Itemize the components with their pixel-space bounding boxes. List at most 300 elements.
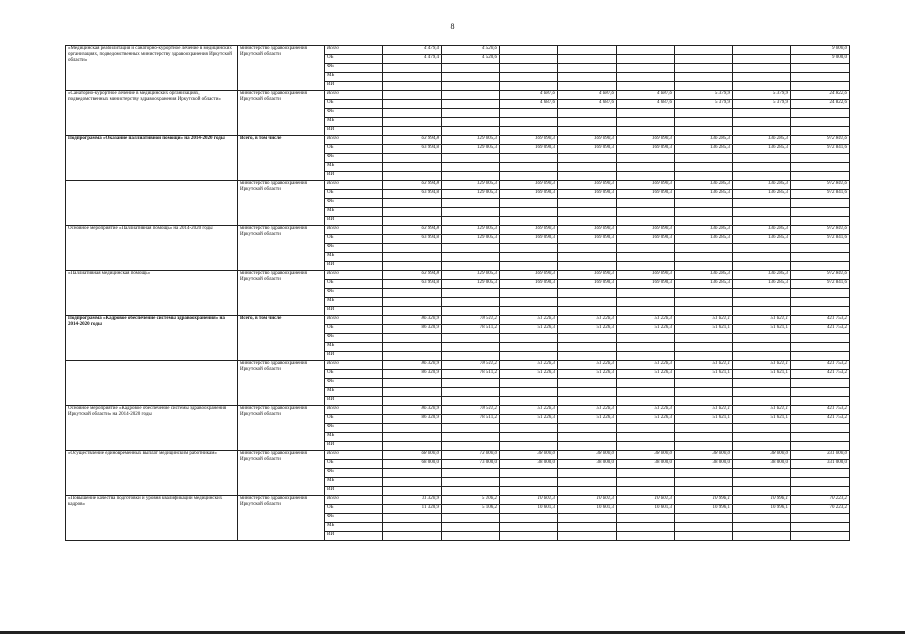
amount-cell: 169 090,3 bbox=[558, 145, 617, 154]
amount-cell: 136 285,3 bbox=[733, 145, 791, 154]
amount-cell bbox=[442, 82, 500, 91]
amount-cell bbox=[500, 199, 558, 208]
amount-cell bbox=[733, 307, 791, 316]
amount-cell bbox=[617, 46, 675, 55]
amount-cell bbox=[675, 424, 733, 433]
amount-cell: 972 841,6 bbox=[791, 136, 850, 145]
amount-cell bbox=[617, 55, 675, 64]
amount-cell bbox=[383, 424, 442, 433]
measure-name-cell: «Повышение качества подготовки и уровня квалификации медицинских кадров» bbox=[66, 496, 238, 541]
amount-cell bbox=[383, 73, 442, 82]
amount-cell: 129 005,3 bbox=[442, 235, 500, 244]
amount-cell bbox=[442, 199, 500, 208]
funding-source-cell: МБ bbox=[325, 253, 383, 262]
amount-cell bbox=[791, 334, 850, 343]
amount-cell: 129 005,3 bbox=[442, 181, 500, 190]
amount-cell bbox=[500, 163, 558, 172]
amount-cell bbox=[383, 289, 442, 298]
amount-cell bbox=[733, 127, 791, 136]
amount-cell bbox=[383, 334, 442, 343]
amount-cell bbox=[617, 118, 675, 127]
amount-cell bbox=[558, 487, 617, 496]
amount-cell bbox=[383, 523, 442, 532]
amount-cell: 169 090,3 bbox=[558, 271, 617, 280]
amount-cell: 10 601,3 bbox=[558, 496, 617, 505]
amount-cell bbox=[442, 397, 500, 406]
amount-cell bbox=[617, 199, 675, 208]
amount-cell: 38 000,0 bbox=[500, 451, 558, 460]
responsible-cell: Всего, в том числе bbox=[238, 316, 325, 361]
table-row bbox=[66, 181, 850, 190]
amount-cell bbox=[558, 46, 617, 55]
amount-cell bbox=[500, 118, 558, 127]
responsible-cell: министерство здравоохранения Иркутской области bbox=[238, 451, 325, 496]
responsible-cell: министерство здравоохранения Иркутской области bbox=[238, 91, 325, 136]
amount-cell: 51 621,1 bbox=[675, 370, 733, 379]
funding-source-cell: ИИ bbox=[325, 352, 383, 361]
amount-cell bbox=[383, 172, 442, 181]
amount-cell bbox=[617, 469, 675, 478]
amount-cell bbox=[617, 127, 675, 136]
amount-cell: 38 000,0 bbox=[675, 460, 733, 469]
amount-cell bbox=[617, 343, 675, 352]
amount-cell bbox=[791, 253, 850, 262]
amount-cell: 421 753,2 bbox=[791, 361, 850, 370]
amount-cell bbox=[500, 64, 558, 73]
amount-cell bbox=[442, 127, 500, 136]
amount-cell bbox=[558, 154, 617, 163]
amount-cell bbox=[617, 262, 675, 271]
amount-cell: 421 753,2 bbox=[791, 415, 850, 424]
amount-cell bbox=[617, 523, 675, 532]
responsible-cell: Всего, в том числе bbox=[238, 136, 325, 181]
amount-cell bbox=[733, 154, 791, 163]
amount-cell: 421 753,2 bbox=[791, 325, 850, 334]
funding-source-cell: ОБ bbox=[325, 190, 383, 199]
amount-cell: 51 226,3 bbox=[558, 325, 617, 334]
amount-cell: 63 994,8 bbox=[383, 271, 442, 280]
amount-cell: 4 687,6 bbox=[617, 91, 675, 100]
funding-source-cell: МБ bbox=[325, 388, 383, 397]
amount-cell bbox=[558, 127, 617, 136]
amount-cell bbox=[442, 478, 500, 487]
amount-cell bbox=[617, 379, 675, 388]
funding-source-cell: Всего bbox=[325, 406, 383, 415]
funding-source-cell: ОБ bbox=[325, 325, 383, 334]
amount-cell: 63 994,8 bbox=[383, 181, 442, 190]
amount-cell bbox=[791, 532, 850, 541]
amount-cell bbox=[791, 424, 850, 433]
amount-cell bbox=[675, 208, 733, 217]
responsible-cell: министерство здравоохранения Иркутской области bbox=[238, 271, 325, 316]
table-row bbox=[66, 361, 850, 370]
amount-cell bbox=[558, 352, 617, 361]
amount-cell bbox=[383, 532, 442, 541]
amount-cell bbox=[442, 208, 500, 217]
page-number: 8 bbox=[450, 22, 455, 31]
funding-source-cell: ФБ bbox=[325, 64, 383, 73]
amount-cell bbox=[791, 487, 850, 496]
amount-cell: 972 841,6 bbox=[791, 190, 850, 199]
amount-cell bbox=[791, 262, 850, 271]
amount-cell bbox=[675, 118, 733, 127]
amount-cell bbox=[500, 172, 558, 181]
amount-cell bbox=[733, 298, 791, 307]
amount-cell: 78 511,2 bbox=[442, 415, 500, 424]
amount-cell: 169 090,3 bbox=[617, 235, 675, 244]
amount-cell bbox=[558, 442, 617, 451]
amount-cell bbox=[791, 514, 850, 523]
amount-cell bbox=[500, 208, 558, 217]
amount-cell bbox=[675, 442, 733, 451]
amount-cell: 10 601,3 bbox=[500, 505, 558, 514]
funding-source-cell: МБ bbox=[325, 73, 383, 82]
amount-cell bbox=[733, 379, 791, 388]
amount-cell: 169 090,3 bbox=[617, 271, 675, 280]
amount-cell bbox=[558, 109, 617, 118]
amount-cell bbox=[383, 82, 442, 91]
amount-cell bbox=[733, 172, 791, 181]
amount-cell bbox=[617, 442, 675, 451]
amount-cell: 63 994,8 bbox=[383, 235, 442, 244]
amount-cell: 169 090,3 bbox=[500, 235, 558, 244]
amount-cell bbox=[733, 532, 791, 541]
amount-cell: 169 090,3 bbox=[500, 280, 558, 289]
measure-name-cell: Подпрограмма «Оказание паллиативной помощи» на 2014-2020 годы bbox=[66, 136, 238, 181]
amount-cell bbox=[617, 424, 675, 433]
amount-cell: 5 106,2 bbox=[442, 496, 500, 505]
amount-cell bbox=[791, 469, 850, 478]
amount-cell: 51 621,1 bbox=[675, 325, 733, 334]
amount-cell bbox=[675, 154, 733, 163]
amount-cell bbox=[675, 199, 733, 208]
funding-source-cell: ФБ bbox=[325, 469, 383, 478]
amount-cell bbox=[500, 244, 558, 253]
amount-cell bbox=[500, 352, 558, 361]
funding-source-cell: Всего bbox=[325, 316, 383, 325]
amount-cell: 169 090,3 bbox=[617, 280, 675, 289]
table-row bbox=[66, 406, 850, 415]
amount-cell: 169 090,3 bbox=[558, 136, 617, 145]
amount-cell bbox=[558, 307, 617, 316]
amount-cell: 4 520,6 bbox=[442, 46, 500, 55]
amount-cell bbox=[733, 46, 791, 55]
funding-source-cell: ОБ bbox=[325, 100, 383, 109]
amount-cell bbox=[558, 532, 617, 541]
funding-source-cell: ОБ bbox=[325, 280, 383, 289]
amount-cell bbox=[442, 91, 500, 100]
amount-cell bbox=[791, 397, 850, 406]
amount-cell: 10 601,3 bbox=[500, 496, 558, 505]
amount-cell: 169 090,3 bbox=[558, 226, 617, 235]
amount-cell bbox=[733, 217, 791, 226]
amount-cell: 86 320,9 bbox=[383, 325, 442, 334]
amount-cell bbox=[383, 91, 442, 100]
table-row bbox=[66, 271, 850, 280]
amount-cell bbox=[617, 154, 675, 163]
amount-cell: 86 320,9 bbox=[383, 316, 442, 325]
amount-cell bbox=[500, 424, 558, 433]
funding-source-cell: ОБ bbox=[325, 505, 383, 514]
funding-source-cell: ФБ bbox=[325, 379, 383, 388]
amount-cell bbox=[617, 307, 675, 316]
funding-source-cell: ОБ bbox=[325, 55, 383, 64]
amount-cell bbox=[617, 82, 675, 91]
amount-cell: 136 285,3 bbox=[675, 181, 733, 190]
funding-source-cell: МБ bbox=[325, 523, 383, 532]
amount-cell bbox=[558, 289, 617, 298]
amount-cell bbox=[383, 352, 442, 361]
amount-cell bbox=[675, 478, 733, 487]
responsible-cell: министерство здравоохранения Иркутской области bbox=[238, 361, 325, 406]
amount-cell: 51 226,3 bbox=[558, 316, 617, 325]
amount-cell bbox=[442, 523, 500, 532]
amount-cell: 38 000,0 bbox=[558, 460, 617, 469]
amount-cell: 421 753,2 bbox=[791, 316, 850, 325]
amount-cell bbox=[617, 298, 675, 307]
amount-cell bbox=[442, 433, 500, 442]
amount-cell bbox=[733, 55, 791, 64]
amount-cell bbox=[675, 397, 733, 406]
amount-cell bbox=[791, 388, 850, 397]
amount-cell bbox=[675, 433, 733, 442]
amount-cell: 331 000,0 bbox=[791, 451, 850, 460]
amount-cell bbox=[617, 352, 675, 361]
amount-cell bbox=[442, 73, 500, 82]
amount-cell bbox=[675, 172, 733, 181]
amount-cell bbox=[675, 244, 733, 253]
funding-source-cell: Всего bbox=[325, 226, 383, 235]
amount-cell bbox=[500, 307, 558, 316]
funding-source-cell: ИИ bbox=[325, 307, 383, 316]
amount-cell bbox=[675, 46, 733, 55]
table-row bbox=[66, 46, 850, 55]
amount-cell bbox=[791, 307, 850, 316]
amount-cell bbox=[500, 55, 558, 64]
amount-cell bbox=[617, 487, 675, 496]
amount-cell bbox=[500, 262, 558, 271]
amount-cell: 51 621,1 bbox=[733, 370, 791, 379]
amount-cell bbox=[383, 109, 442, 118]
amount-cell: 136 285,3 bbox=[733, 280, 791, 289]
amount-cell bbox=[383, 199, 442, 208]
amount-cell: 10 996,1 bbox=[733, 496, 791, 505]
amount-cell bbox=[733, 289, 791, 298]
amount-cell: 38 000,0 bbox=[617, 460, 675, 469]
amount-cell bbox=[733, 262, 791, 271]
amount-cell bbox=[791, 199, 850, 208]
amount-cell bbox=[733, 442, 791, 451]
amount-cell bbox=[558, 424, 617, 433]
amount-cell: 78 511,2 bbox=[442, 370, 500, 379]
amount-cell bbox=[500, 523, 558, 532]
amount-cell: 51 621,1 bbox=[675, 361, 733, 370]
funding-source-cell: ОБ bbox=[325, 415, 383, 424]
amount-cell bbox=[558, 298, 617, 307]
amount-cell bbox=[383, 487, 442, 496]
amount-cell bbox=[383, 379, 442, 388]
amount-cell bbox=[675, 262, 733, 271]
amount-cell: 51 226,3 bbox=[558, 370, 617, 379]
amount-cell bbox=[733, 73, 791, 82]
amount-cell: 86 320,9 bbox=[383, 370, 442, 379]
amount-cell bbox=[675, 82, 733, 91]
funding-source-cell: ФБ bbox=[325, 424, 383, 433]
amount-cell: 169 090,3 bbox=[617, 226, 675, 235]
amount-cell: 129 005,3 bbox=[442, 190, 500, 199]
funding-source-cell: Всего bbox=[325, 496, 383, 505]
amount-cell bbox=[442, 109, 500, 118]
amount-cell: 4 687,6 bbox=[500, 100, 558, 109]
amount-cell bbox=[500, 343, 558, 352]
amount-cell bbox=[383, 64, 442, 73]
amount-cell bbox=[675, 298, 733, 307]
amount-cell bbox=[675, 127, 733, 136]
amount-cell bbox=[617, 172, 675, 181]
amount-cell bbox=[733, 343, 791, 352]
amount-cell bbox=[500, 433, 558, 442]
amount-cell: 4 687,6 bbox=[617, 100, 675, 109]
amount-cell: 5 379,9 bbox=[733, 91, 791, 100]
amount-cell bbox=[675, 343, 733, 352]
amount-cell bbox=[558, 433, 617, 442]
amount-cell: 972 841,6 bbox=[791, 181, 850, 190]
amount-cell bbox=[675, 532, 733, 541]
amount-cell: 78 511,2 bbox=[442, 406, 500, 415]
amount-cell bbox=[500, 46, 558, 55]
amount-cell bbox=[675, 64, 733, 73]
amount-cell bbox=[558, 199, 617, 208]
amount-cell bbox=[675, 379, 733, 388]
amount-cell bbox=[733, 433, 791, 442]
funding-source-cell: ИИ bbox=[325, 217, 383, 226]
amount-cell bbox=[442, 379, 500, 388]
amount-cell bbox=[383, 469, 442, 478]
amount-cell bbox=[500, 334, 558, 343]
funding-source-cell: МБ bbox=[325, 208, 383, 217]
amount-cell: 11 320,9 bbox=[383, 496, 442, 505]
funding-source-cell: ФБ bbox=[325, 334, 383, 343]
amount-cell bbox=[617, 253, 675, 262]
amount-cell bbox=[500, 397, 558, 406]
amount-cell bbox=[733, 118, 791, 127]
amount-cell bbox=[558, 523, 617, 532]
amount-cell: 63 994,8 bbox=[383, 280, 442, 289]
amount-cell bbox=[383, 208, 442, 217]
amount-cell bbox=[733, 163, 791, 172]
amount-cell bbox=[791, 163, 850, 172]
amount-cell: 421 753,2 bbox=[791, 370, 850, 379]
amount-cell bbox=[500, 514, 558, 523]
amount-cell bbox=[442, 154, 500, 163]
amount-cell bbox=[675, 217, 733, 226]
amount-cell bbox=[791, 118, 850, 127]
amount-cell: 51 621,1 bbox=[675, 316, 733, 325]
amount-cell bbox=[442, 424, 500, 433]
amount-cell bbox=[675, 253, 733, 262]
amount-cell bbox=[442, 217, 500, 226]
amount-cell bbox=[500, 217, 558, 226]
amount-cell bbox=[675, 73, 733, 82]
amount-cell: 51 226,3 bbox=[617, 325, 675, 334]
funding-source-cell: ИИ bbox=[325, 397, 383, 406]
table-row bbox=[66, 316, 850, 325]
funding-source-cell: ФБ bbox=[325, 199, 383, 208]
amount-cell: 24 822,6 bbox=[791, 91, 850, 100]
amount-cell: 972 841,6 bbox=[791, 235, 850, 244]
amount-cell bbox=[500, 469, 558, 478]
amount-cell bbox=[791, 478, 850, 487]
amount-cell: 136 285,3 bbox=[675, 136, 733, 145]
amount-cell bbox=[383, 127, 442, 136]
amount-cell bbox=[558, 514, 617, 523]
amount-cell bbox=[791, 289, 850, 298]
amount-cell bbox=[558, 217, 617, 226]
amount-cell bbox=[500, 154, 558, 163]
amount-cell bbox=[675, 469, 733, 478]
amount-cell bbox=[733, 523, 791, 532]
amount-cell bbox=[442, 352, 500, 361]
amount-cell: 169 090,3 bbox=[500, 136, 558, 145]
measure-name-cell: Подпрограмма «Кадровое обеспечение системы здравоохранения» на 2014-2020 годы bbox=[66, 316, 238, 361]
amount-cell bbox=[558, 469, 617, 478]
amount-cell bbox=[791, 64, 850, 73]
amount-cell: 51 226,3 bbox=[558, 415, 617, 424]
amount-cell: 51 621,1 bbox=[733, 415, 791, 424]
amount-cell bbox=[558, 82, 617, 91]
amount-cell: 972 841,6 bbox=[791, 226, 850, 235]
amount-cell bbox=[733, 469, 791, 478]
amount-cell bbox=[733, 208, 791, 217]
funding-source-cell: Всего bbox=[325, 136, 383, 145]
amount-cell: 70 223,2 bbox=[791, 496, 850, 505]
amount-cell: 331 000,0 bbox=[791, 460, 850, 469]
amount-cell bbox=[442, 307, 500, 316]
amount-cell bbox=[733, 352, 791, 361]
amount-cell: 51 226,3 bbox=[617, 406, 675, 415]
amount-cell: 169 090,3 bbox=[500, 145, 558, 154]
amount-cell: 51 621,1 bbox=[733, 361, 791, 370]
amount-cell: 38 000,0 bbox=[733, 451, 791, 460]
amount-cell bbox=[558, 262, 617, 271]
amount-cell: 51 226,3 bbox=[500, 370, 558, 379]
funding-source-cell: Всего bbox=[325, 46, 383, 55]
amount-cell: 169 090,3 bbox=[558, 280, 617, 289]
amount-cell bbox=[791, 73, 850, 82]
amount-cell bbox=[558, 388, 617, 397]
funding-source-cell: МБ bbox=[325, 343, 383, 352]
amount-cell: 9 000,0 bbox=[791, 46, 850, 55]
amount-cell: 136 285,3 bbox=[733, 181, 791, 190]
amount-cell bbox=[558, 244, 617, 253]
funding-source-cell: ФБ bbox=[325, 244, 383, 253]
amount-cell bbox=[383, 388, 442, 397]
amount-cell bbox=[791, 433, 850, 442]
amount-cell: 11 320,9 bbox=[383, 505, 442, 514]
amount-cell: 78 511,2 bbox=[442, 325, 500, 334]
amount-cell: 136 285,3 bbox=[733, 190, 791, 199]
amount-cell bbox=[383, 118, 442, 127]
amount-cell bbox=[617, 532, 675, 541]
amount-cell: 51 621,1 bbox=[675, 415, 733, 424]
amount-cell bbox=[558, 73, 617, 82]
amount-cell bbox=[791, 154, 850, 163]
amount-cell bbox=[500, 109, 558, 118]
amount-cell bbox=[617, 334, 675, 343]
amount-cell: 51 226,3 bbox=[500, 325, 558, 334]
amount-cell bbox=[675, 109, 733, 118]
responsible-cell: министерство здравоохранения Иркутской области bbox=[238, 496, 325, 541]
